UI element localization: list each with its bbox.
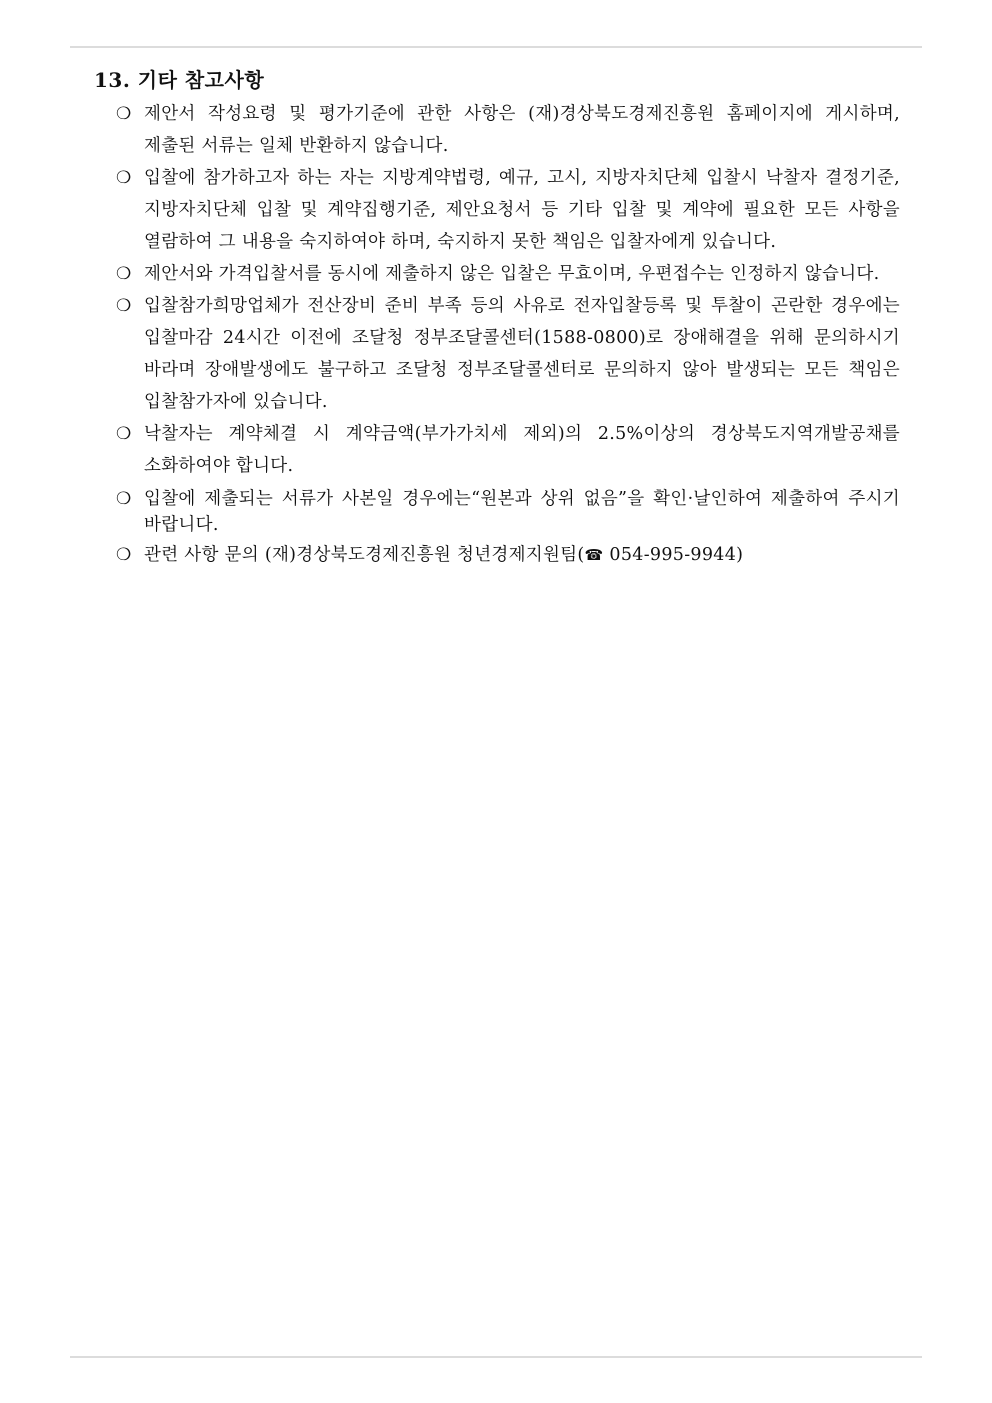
- list-item-text: 제안서 작성요령 및 평가기준에 관한 사항은 (재)경상북도경제진흥원 홈페이지에 게시하며, 제출된 서류는 일체 반환하지 않습니다.: [144, 104, 900, 156]
- circle-bullet-icon: ❍: [116, 545, 132, 565]
- circle-bullet-icon: ❍: [116, 264, 132, 284]
- header-rule: [70, 46, 922, 48]
- circle-bullet-icon: ❍: [116, 424, 132, 444]
- list-item: [94, 418, 900, 482]
- contact-prefix: 관련 사항 문의 (재)경상북도경제진흥원 청년경제지원팀(: [144, 545, 585, 565]
- reference-section: [94, 64, 900, 570]
- list-item-text: 입찰에 제출되는 서류가 사본일 경우에는“원본과 상위 없음”을 확인·날인하여 제출하여 주시기 바랍니다.: [144, 489, 900, 535]
- circle-bullet-icon: ❍: [116, 104, 132, 124]
- circle-bullet-icon: ❍: [116, 489, 132, 509]
- list-item: [94, 486, 900, 538]
- contact-item: [94, 542, 900, 568]
- list-item: [94, 98, 900, 162]
- footer-rule: [70, 1356, 922, 1358]
- list-item-text: 입찰참가희망업체가 전산장비 준비 부족 등의 사유로 전자입찰등록 및 투찰이 곤란한 경우에는 입찰마감 24시간 이전에 조달청 정부조달콜센터(1588-0800)로 장애해결을 위해 문의하시기 바라며 장애발생에도 불구하고 조달청 정부조달콜센터로 문의하지 않아 발생되는 모든 책임은 입찰참가자에 있습니다.: [144, 296, 900, 412]
- list-item-text: 제안서와 가격입찰서를 동시에 제출하지 않은 입찰은 무효이며, 우편접수는 인정하지 않습니다.: [144, 264, 880, 284]
- contact-phone: 054-995-9944): [603, 545, 744, 565]
- contact-text: [144, 542, 900, 568]
- notice-list: [94, 98, 900, 568]
- list-item: [94, 258, 900, 290]
- list-item-text: 낙찰자는 계약체결 시 계약금액(부가가치세 제외)의 2.5%이상의 경상북도지역개발공채를 소화하여야 합니다.: [144, 424, 900, 476]
- list-item: [94, 162, 900, 258]
- circle-bullet-icon: ❍: [116, 168, 132, 188]
- list-item-text: 입찰에 참가하고자 하는 자는 지방계약법령, 예규, 고시, 지방자치단체 입찰시 낙찰자 결정기준, 지방자치단체 입찰 및 계약집행기준, 제안요청서 등 기타 입찰 및 계약에 필요한 모든 사항을 열람하여 그 내용을 숙지하여야 하며, 숙지하지 못한 책임은 입찰자에게 있습니다.: [144, 168, 900, 252]
- circle-bullet-icon: ❍: [116, 296, 132, 316]
- section-title: 13. 기타 참고사항: [94, 68, 265, 92]
- phone-icon: ☎: [584, 546, 604, 564]
- list-item: [94, 290, 900, 418]
